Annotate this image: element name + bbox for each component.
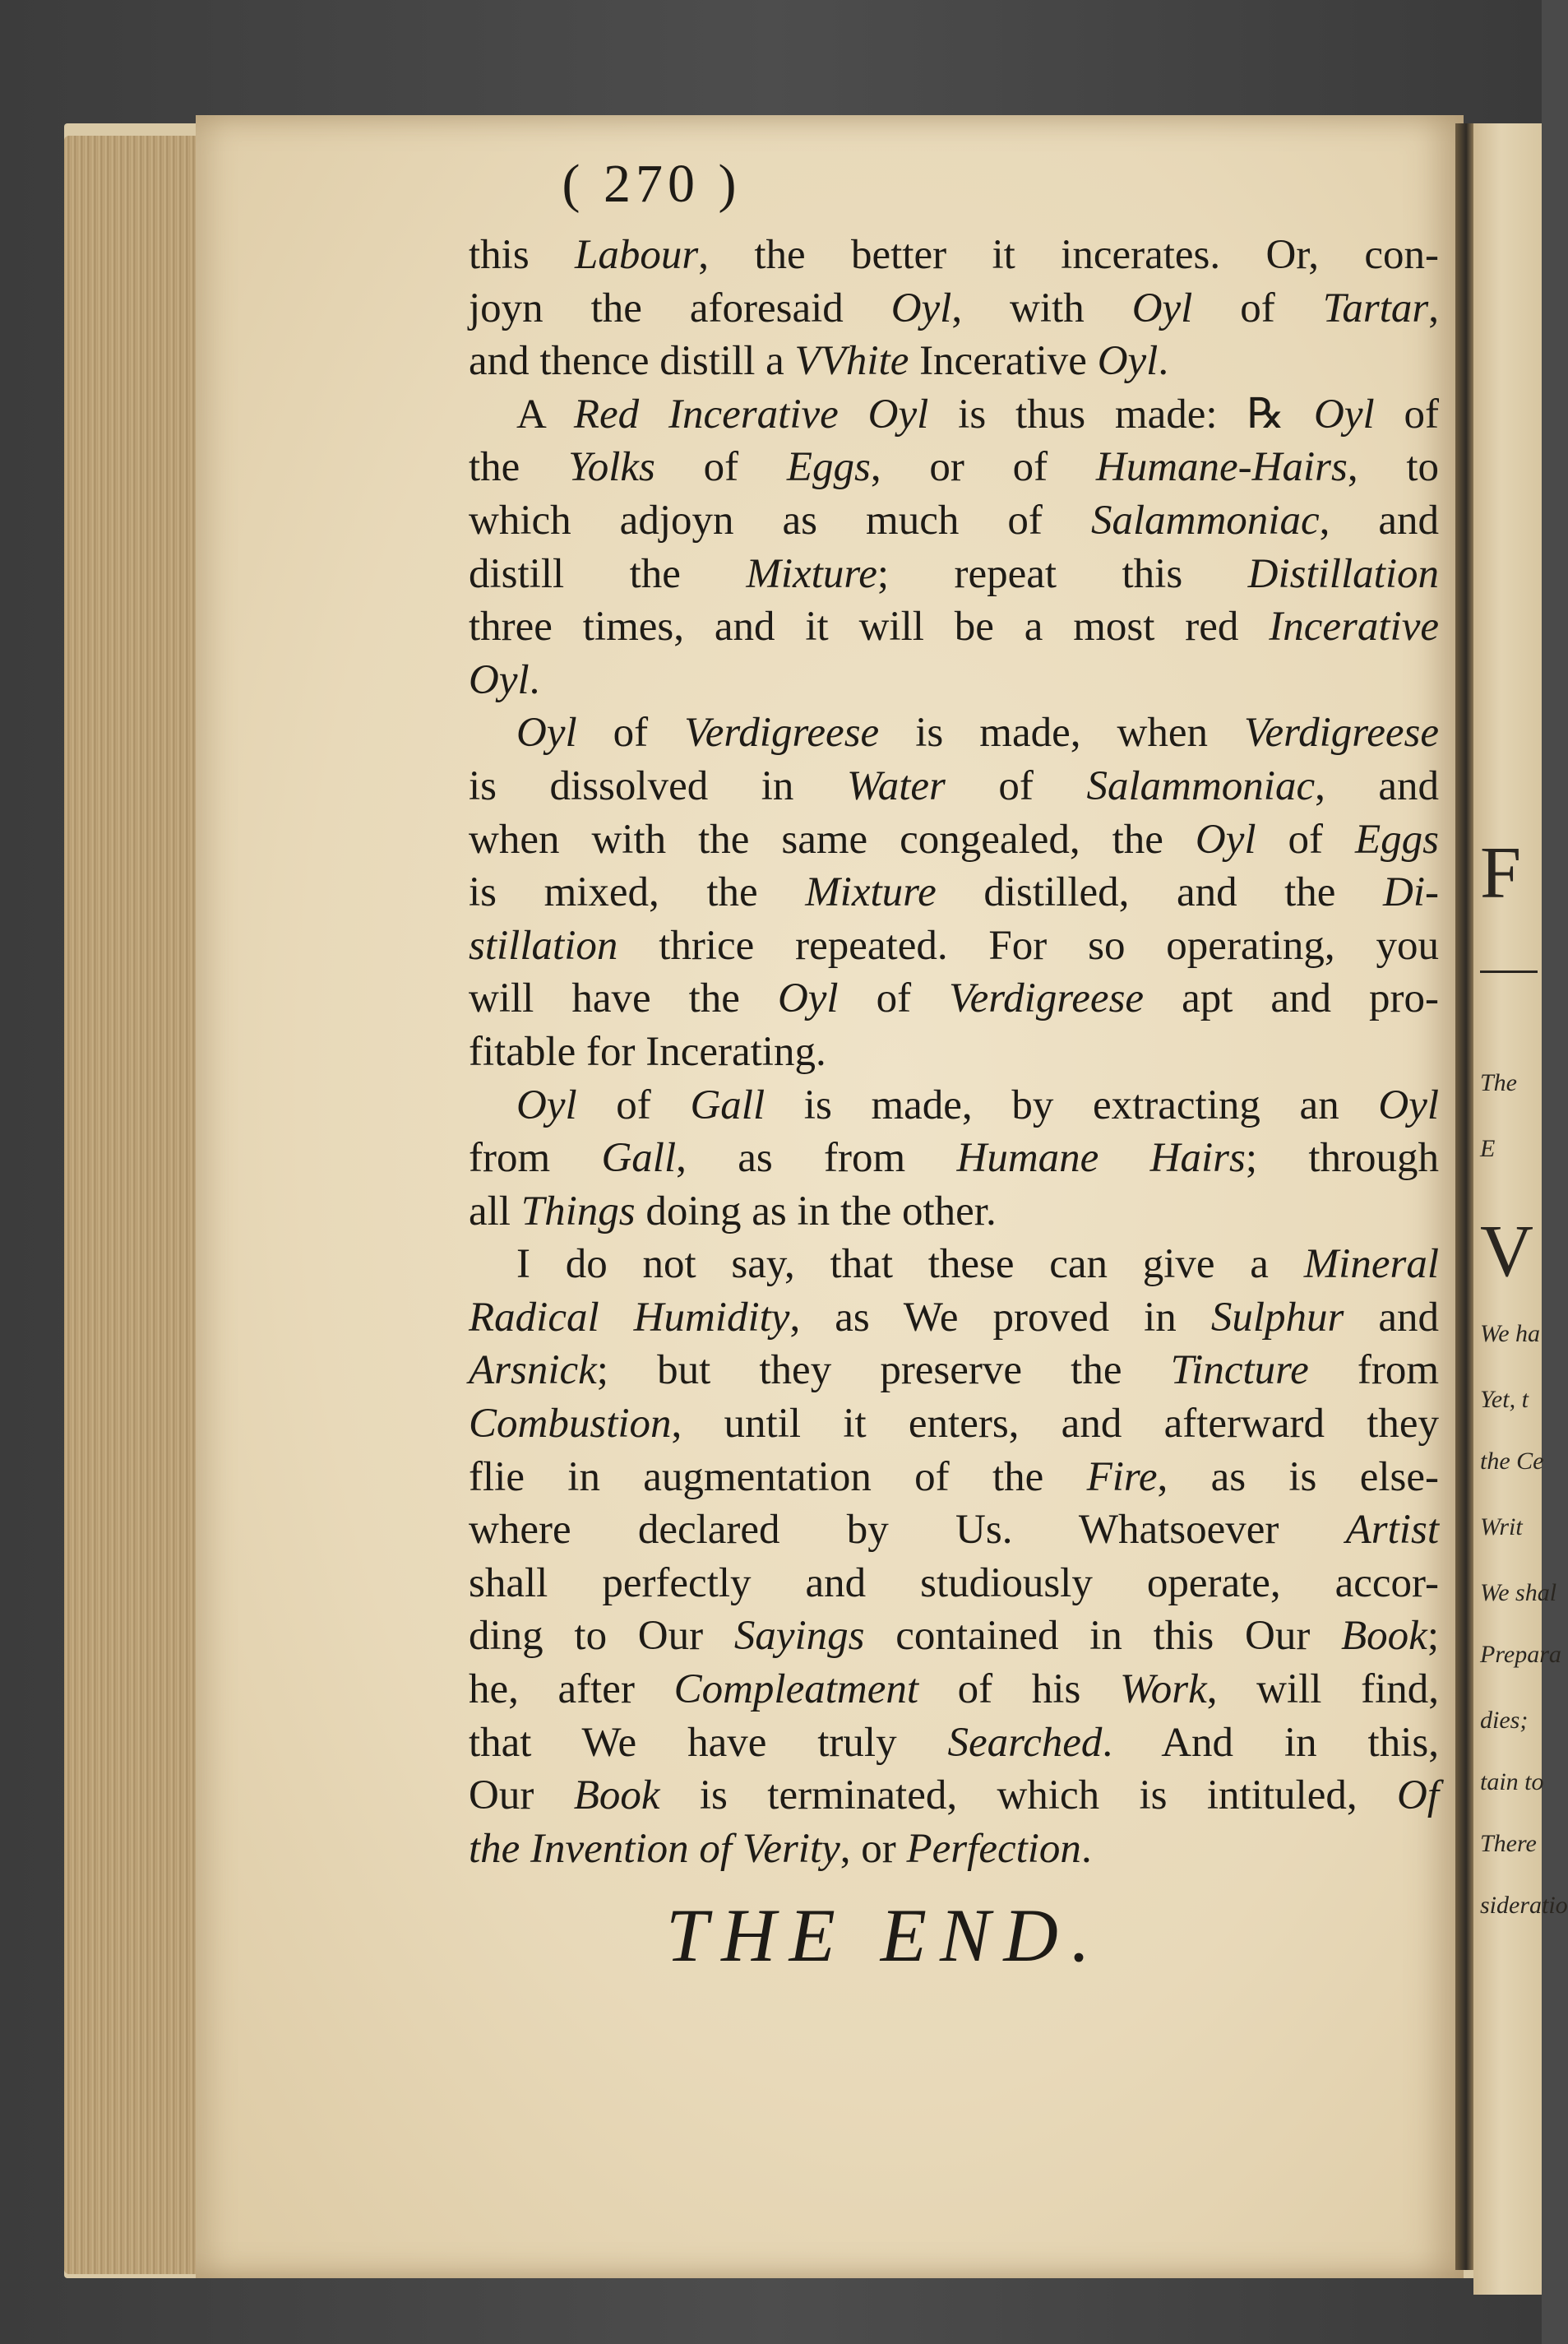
text-segment: A: [516, 391, 574, 438]
italic-text: Yolks: [568, 444, 655, 491]
text-segment: of: [945, 762, 1087, 809]
text-line: [469, 494, 1439, 548]
text-segment: distill the: [469, 550, 747, 597]
page-number: ( 270 ): [562, 154, 742, 214]
text-segment: , as is else-: [1157, 1453, 1439, 1500]
text-segment: is mixed, the: [469, 869, 806, 916]
text-line: [469, 1610, 1439, 1663]
italic-text: Labour: [575, 232, 699, 278]
italic-text: Combustion: [469, 1401, 672, 1448]
italic-text: Incerative: [1269, 604, 1439, 651]
text-line: [469, 866, 1439, 920]
text-segment: of his: [918, 1666, 1120, 1713]
facing-page-fragment: Prepara: [1480, 1641, 1561, 1668]
text-line: [469, 813, 1439, 867]
text-segment: of: [1192, 285, 1323, 331]
text-line: [469, 654, 1439, 707]
italic-text: Eggs: [1355, 816, 1439, 863]
text-segment: , until it enters, and afterward they: [671, 1401, 1439, 1448]
text-line: [469, 1079, 1439, 1133]
text-segment: three times, and it will be a most red: [469, 604, 1270, 651]
italic-text: Things: [520, 1188, 636, 1235]
text-segment: of: [1374, 391, 1439, 438]
text-line: [469, 1132, 1439, 1185]
text-line: [469, 388, 1439, 442]
text-line: [469, 229, 1439, 282]
page-edges: [64, 136, 204, 2274]
facing-page-fragment: sideratio: [1480, 1892, 1568, 1919]
text-segment: .: [1080, 1825, 1092, 1872]
text-line: [469, 1185, 1439, 1239]
italic-text: Verdigreese: [949, 975, 1145, 1022]
text-segment: ; through: [1245, 1135, 1439, 1182]
italic-text: VVhite: [794, 338, 909, 385]
italic-text: Oyl: [1195, 816, 1256, 863]
facing-page-fragment: There: [1480, 1830, 1537, 1857]
text-segment: from: [469, 1135, 602, 1182]
italic-text: Perfection: [906, 1825, 1081, 1872]
text-line: [469, 1397, 1439, 1451]
text-line: [469, 972, 1439, 1026]
facing-page-fragment: E: [1480, 1135, 1496, 1162]
italic-text: Radical Humidity: [469, 1294, 790, 1341]
italic-text: Verdigreese: [1244, 710, 1439, 757]
text-segment: thrice repeated. For so operating, you: [617, 922, 1439, 969]
italic-text: Artist: [1345, 1507, 1439, 1554]
text-segment: is dissolved in: [469, 762, 847, 809]
text-line: [469, 1716, 1439, 1770]
text-segment: ; repeat this: [877, 550, 1248, 597]
text-line: [469, 600, 1439, 654]
text-segment: of: [576, 710, 685, 757]
body-text: [469, 229, 1439, 1875]
text-segment: flie in augmentation of the: [469, 1453, 1087, 1500]
text-segment: when with the same congealed, the: [469, 816, 1196, 863]
text-line: [469, 706, 1439, 760]
text-segment: .: [1158, 338, 1169, 385]
facing-page-fragment: tain to: [1480, 1768, 1544, 1795]
italic-text: Eggs: [786, 444, 871, 491]
text-segment: , and: [1315, 762, 1440, 809]
facing-page-fragment: Yet, t: [1480, 1386, 1529, 1413]
text-segment: where declared by Us. Whatsoever: [469, 1507, 1346, 1554]
text-segment: , as from: [676, 1135, 957, 1182]
text-line: [469, 441, 1439, 494]
facing-page-fragment: Writ: [1480, 1513, 1523, 1540]
facing-page-fragment: We ha: [1480, 1320, 1541, 1347]
facing-page-fragment: dies;: [1480, 1707, 1529, 1734]
italic-text: Red Incerative Oyl: [573, 391, 929, 438]
text-line: [469, 1238, 1439, 1291]
text-segment: , to: [1347, 444, 1440, 491]
text-segment: is made, when: [879, 710, 1245, 757]
italic-text: Sayings: [733, 1613, 865, 1660]
text-segment: shall perfectly and studiously operate, accor-: [469, 1559, 1439, 1606]
italic-text: Mixture: [746, 550, 877, 597]
italic-text: Oyl: [777, 975, 839, 1022]
text-line: [469, 1026, 1439, 1079]
facing-page-fragment: V: [1480, 1211, 1533, 1292]
text-segment: he, after: [469, 1666, 674, 1713]
text-segment: apt and pro-: [1144, 975, 1439, 1022]
text-segment: .: [529, 656, 540, 703]
facing-page-fragment: the Ce: [1480, 1448, 1544, 1475]
text-segment: , or of: [870, 444, 1096, 491]
text-segment: is thus made: ℞: [928, 391, 1314, 438]
text-line: [469, 335, 1439, 388]
italic-text: Fire: [1086, 1453, 1158, 1500]
italic-text: Oyl: [469, 656, 530, 703]
italic-text: Oyl: [1097, 338, 1159, 385]
text-segment: , and: [1319, 497, 1440, 544]
text-line: [469, 760, 1439, 813]
italic-text: Tartar: [1322, 285, 1429, 331]
italic-text: Compleatment: [673, 1666, 919, 1713]
text-line: [469, 1663, 1439, 1716]
italic-text: Searched: [947, 1719, 1103, 1766]
text-segment: Our: [469, 1772, 574, 1819]
text-segment: , or: [840, 1825, 907, 1872]
italic-text: Oyl: [1314, 391, 1375, 438]
text-segment: . And in this,: [1102, 1719, 1439, 1766]
text-segment: of: [1256, 816, 1355, 863]
text-segment: of: [576, 1082, 691, 1128]
italic-text: Arsnick: [469, 1347, 597, 1394]
italic-text: Oyl: [516, 710, 577, 757]
facing-page-fragment: F: [1480, 832, 1522, 914]
italic-text: Humane-Hairs: [1095, 444, 1348, 491]
text-segment: ;: [1427, 1613, 1439, 1660]
book-gutter: [1455, 123, 1473, 2270]
text-line: [469, 1451, 1439, 1504]
text-segment: ,: [1428, 285, 1440, 331]
italic-text: Tincture: [1170, 1347, 1309, 1394]
italic-text: Salammoniac: [1090, 497, 1320, 544]
text-line: [469, 1503, 1439, 1557]
italic-text: Di-: [1383, 869, 1439, 916]
text-line: [469, 282, 1439, 336]
italic-text: Book: [1341, 1613, 1427, 1660]
italic-text: Salammoniac: [1086, 762, 1316, 809]
italic-text: Gall: [601, 1135, 677, 1182]
text-segment: , will find,: [1206, 1666, 1440, 1713]
text-segment: , as We proved in: [789, 1294, 1211, 1341]
italic-text: the Invention of Verity: [469, 1825, 840, 1872]
text-segment: from: [1308, 1347, 1439, 1394]
italic-text: Gall: [690, 1082, 765, 1128]
text-segment: this: [469, 232, 576, 278]
text-segment: doing as in the other.: [635, 1188, 997, 1235]
facing-page-rule: [1480, 970, 1538, 973]
text-segment: I do not say, that these can give a: [516, 1241, 1304, 1288]
text-line: [469, 1557, 1439, 1610]
italic-text: Book: [573, 1772, 660, 1819]
text-segment: and thence distill a: [469, 338, 795, 385]
text-segment: distilled, and the: [936, 869, 1383, 916]
facing-page-fragment: The: [1480, 1069, 1517, 1096]
text-segment: of: [838, 975, 950, 1022]
text-segment: Incerative: [909, 338, 1098, 385]
text-segment: that We have truly: [469, 1719, 948, 1766]
italic-text: Work: [1119, 1666, 1207, 1713]
text-segment: is terminated, which is intituled,: [659, 1772, 1397, 1819]
italic-text: stillation: [469, 922, 618, 969]
text-segment: all: [469, 1188, 521, 1235]
text-segment: joyn the aforesaid: [469, 285, 891, 331]
italic-text: Humane Hairs: [956, 1135, 1246, 1182]
italic-text: Oyl: [890, 285, 952, 331]
italic-text: Verdigreese: [684, 710, 880, 757]
italic-text: Water: [846, 762, 946, 809]
text-segment: the: [469, 444, 569, 491]
the-end-heading: THE END.: [666, 1893, 1103, 1977]
text-line: [469, 920, 1439, 973]
text-line: [469, 1291, 1439, 1345]
text-segment: contained in this Our: [864, 1613, 1342, 1660]
italic-text: Mixture: [805, 869, 937, 916]
italic-text: Distillation: [1247, 550, 1439, 597]
text-line: [469, 1769, 1439, 1823]
text-segment: of: [654, 444, 787, 491]
text-segment: will have the: [469, 975, 778, 1022]
italic-text: Oyl: [1378, 1082, 1439, 1128]
italic-text: Mineral: [1303, 1241, 1439, 1288]
text-segment: fitable for Incerating.: [469, 1028, 826, 1075]
text-line: [469, 1823, 1439, 1876]
text-segment: is made, by extracting an: [765, 1082, 1379, 1128]
italic-text: Of: [1397, 1772, 1439, 1819]
italic-text: Sulphur: [1210, 1294, 1344, 1341]
italic-text: Oyl: [1131, 285, 1193, 331]
text-segment: which adjoyn as much of: [469, 497, 1091, 544]
text-segment: , with: [951, 285, 1132, 331]
italic-text: Oyl: [516, 1082, 577, 1128]
text-line: [469, 548, 1439, 601]
text-line: [469, 1344, 1439, 1397]
text-segment: , the better it incerates. Or, con-: [698, 232, 1439, 278]
facing-page-fragment: We shal: [1480, 1579, 1557, 1606]
text-segment: ; but they preserve the: [596, 1347, 1171, 1394]
text-segment: ding to Our: [469, 1613, 734, 1660]
text-segment: and: [1344, 1294, 1439, 1341]
